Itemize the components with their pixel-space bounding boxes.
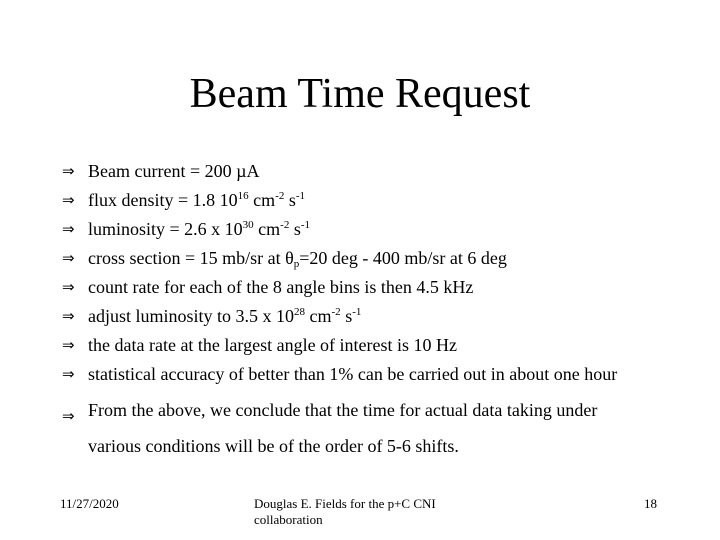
implies-arrow-icon: ⇒	[62, 249, 75, 267]
implies-arrow-icon: ⇒	[62, 307, 75, 325]
bullet-flux-density	[62, 189, 682, 212]
unit-text: cm	[248, 190, 276, 210]
bullet-text: =20 deg - 400 mb/sr at 6 deg	[299, 248, 507, 268]
implies-arrow-icon: ⇒	[62, 365, 75, 383]
bullet-text: luminosity = 2.6 x 10	[88, 219, 243, 239]
bullet-count-rate	[62, 276, 682, 299]
footer-page-number: 18	[644, 496, 657, 511]
bullet-text: statistical accuracy of better than 1% can be carried out in about one hour	[88, 364, 618, 384]
bullet-text: Beam current = 200 µA	[88, 161, 260, 181]
bullet-text: the data rate at the largest angle of interest is 10 Hz	[88, 335, 458, 355]
bullet-data-rate	[62, 334, 682, 357]
implies-arrow-icon: ⇒	[62, 162, 75, 180]
bullet-cross-section	[62, 247, 682, 270]
exponent: 30	[242, 219, 254, 231]
exponent: -2	[331, 306, 341, 318]
bullet-adjust-luminosity	[62, 305, 682, 328]
implies-arrow-icon: ⇒	[62, 407, 75, 425]
slide-title: Beam Time Request	[189, 71, 531, 117]
implies-arrow-icon: ⇒	[62, 191, 75, 209]
bullet-text: adjust luminosity to 3.5 x 10	[88, 306, 295, 326]
bullet-statistical-accuracy	[62, 363, 682, 386]
bullet-text: count rate for each of the 8 angle bins is then 4.5 kHz	[88, 277, 474, 297]
bullet-beam-current	[62, 160, 682, 183]
footer-author: Douglas E. Fields for the p+C CNI collaboration	[254, 496, 436, 527]
implies-arrow-icon: ⇒	[62, 220, 75, 238]
implies-arrow-icon: ⇒	[62, 278, 75, 296]
exponent: -2	[280, 219, 290, 231]
unit-text: cm	[253, 219, 281, 239]
exponent: -1	[300, 219, 311, 231]
bullet-text: flux density = 1.8 10	[88, 190, 238, 210]
exponent: 16	[237, 190, 249, 202]
exponent: 28	[294, 306, 306, 318]
bullet-text-line2: various conditions will be of the order of 5-6 shifts.	[88, 436, 459, 456]
bullet-text-line1: From the above, we conclude that the time for actual data taking under	[88, 400, 598, 420]
subscript: p	[293, 258, 300, 270]
bullet-list	[62, 160, 682, 464]
exponent: -2	[275, 190, 285, 202]
bullet-luminosity	[62, 218, 682, 241]
bullet-text: cross section = 15 mb/sr at θ	[88, 248, 294, 268]
unit-text: s	[284, 190, 296, 210]
unit-text: s	[289, 219, 301, 239]
unit-text: s	[340, 306, 353, 326]
exponent: -1	[295, 190, 306, 202]
bullet-conclusion	[62, 392, 682, 464]
implies-arrow-icon: ⇒	[62, 336, 75, 354]
footer-date: 11/27/2020	[60, 496, 119, 511]
exponent: -1	[352, 306, 362, 318]
unit-text: cm	[305, 306, 332, 326]
